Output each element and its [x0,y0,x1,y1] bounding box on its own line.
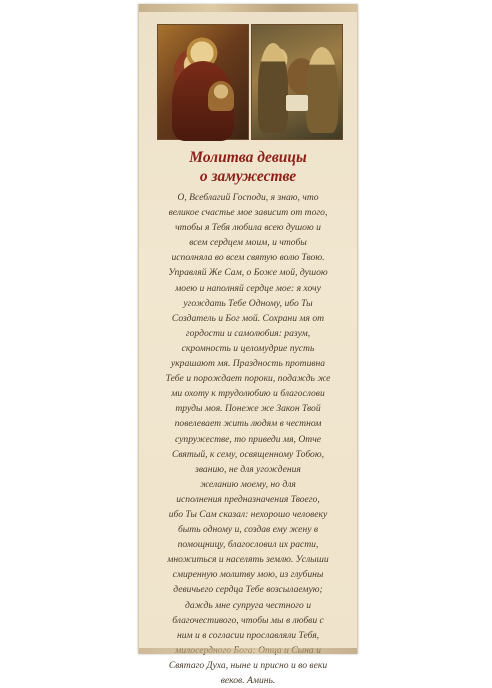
prayer-line: гордости и самолюбия: разум, [185,327,311,339]
prayer-line: желанию моему, но для [200,478,296,490]
prayer-line: веков. Аминь. [220,675,276,686]
prayer-line: Святый, к сему, освященному Тобою, [172,448,324,460]
prayer-line: званию, не для угождения [195,463,301,475]
prayer-line: множиться и населять землю. Услыши [167,554,329,566]
prayer-line: благочестивого, чтобы мы в любви с [172,614,324,626]
card-bottom-edge [139,648,357,654]
prayer-line: исполнения предназначения Твоего, [176,493,320,505]
prayer-line: даждь мне супруга честного и [184,599,312,611]
title-line-1: Молитва девицы [189,149,307,166]
prayer-line: Управляй Же Сам, о Боже мой, душою [168,267,328,279]
prayer-line: ми охоту к трудолюбию и благослови [171,388,325,400]
prayer-line: чтобы я Тебя любила всею душою и [175,222,321,234]
prayer-line: угождать Тебе Одному, ибо Ты [183,297,313,309]
icon-images [157,24,343,140]
prayer-line: О, Всеблагий Господи, я знаю, что [177,192,319,203]
prayer-line: повелевает жить людям в честном [174,418,322,430]
prayer-line: украшают мя. Праздность противна [170,358,326,370]
prayer-line: исполняла во всем святую волю Твою. [171,252,325,264]
prayer-line: моею и наполняй сердце мое: я хочу [175,282,321,294]
prayer-line: помощницу, благословил их расти, [177,539,319,551]
prayer-line: смиренную молитву мою, из глубины [172,569,324,581]
icon-child [208,81,234,111]
prayer-title [139,148,357,186]
card-top-edge [139,4,357,12]
prayer-line: супружестве, то приведи мя, Отче [174,433,322,445]
prayer-line: ним и в согласии прославляли Тебя, [176,629,320,641]
icon-saint-right [306,47,338,133]
prayer-line: быть одному и, создав ему жену в [177,524,319,536]
prayer-line: Создатель и Бог мой. Сохрани мя от [171,312,325,324]
prayer-line: всем сердцем моим, и чтобы [189,237,307,249]
prayer-card [138,4,358,686]
theotokos-icon [157,24,249,140]
prayer-line: Святаго Духа, ныне и присно и во веки [168,659,328,671]
icon-saint-left [258,43,288,133]
title-line-2: о замужестве [199,168,297,185]
prayer-line: Тебе и порождает пороки, подаждь же [165,373,331,385]
prayer-text [152,190,344,688]
prayer-line: девичьего сердца Тебе возсылаемую; [173,584,323,596]
prayer-line: скромность и целомудрие пусть [181,342,315,354]
prayer-line: труды моя. Понеже же Закон Твой [175,403,321,415]
prayer-line: великое счастье мое зависит от того, [168,207,328,219]
saints-icon [251,24,343,140]
prayer-line: ибо Ты Сам сказал: нехорошо человеку [168,508,328,520]
icon-book [286,95,308,111]
